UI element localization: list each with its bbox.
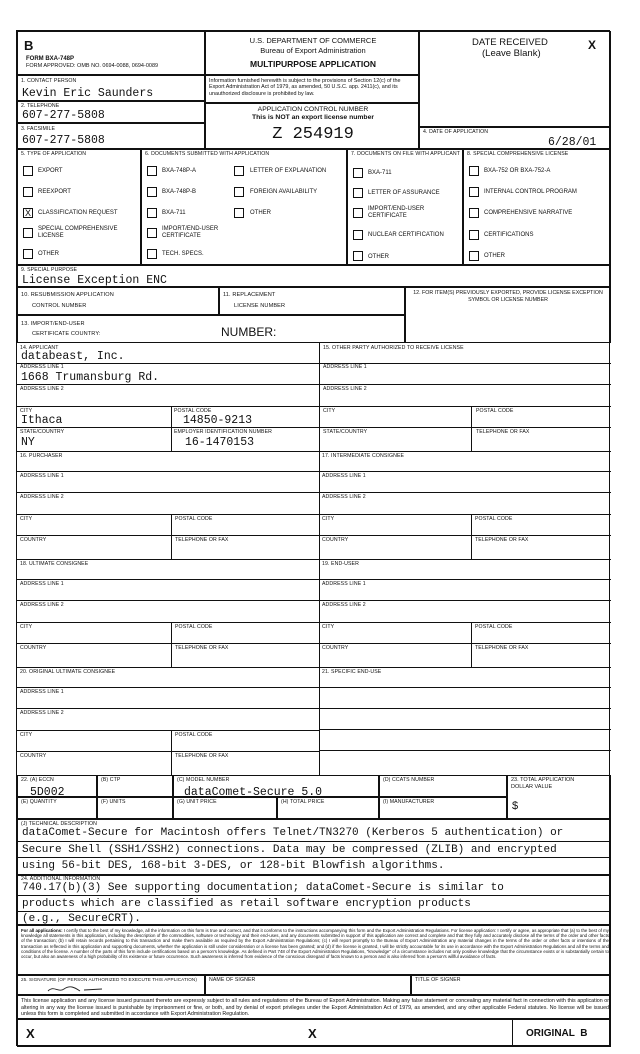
signature-cell [17,975,205,995]
other-type-checkbox[interactable] [23,249,33,259]
bxa-748p-b-checkbox[interactable] [147,187,157,197]
corner-x-mark: X [588,38,597,52]
purchaser-rule [17,535,319,536]
ctp-label: (B) CTP [101,777,121,783]
applicant-state-label: STATE/COUNTRY [20,429,65,435]
purchaser-rule [171,514,172,535]
contact-person-cell [17,75,205,101]
purchaser-country-label: COUNTRY [20,537,47,543]
ultimate-consignee-addr1-label: ADDRESS LINE 1 [20,581,64,587]
other-party-addr2-label: ADDRESS LINE 2 [323,386,367,392]
contact-person-label: 1. CONTACT PERSON [21,78,77,84]
applicant-rule [17,384,319,385]
facsimile-cell [17,123,205,149]
ultimate-consignee-rule [17,600,319,601]
certification-body: I certify that to the best of my knowledge, all the information on this form is true and correct, and that it conforms to the instructions accompanying this form and the Export Administration Regulations. For license application: I certify or agree, as appropriate that (a) to the best of my knowledge all statements in this application, including the description of the commodities, software or technology and their end-uses, and any documents submitted in support of this application are correct and complete and that they fully and accurately disclose all the terms of the order and other facts of the transaction; (b) I will retain records pertaining to this transaction and make them available as required by the Export Administration Regulations; (c) I will report promptly to the Bureau of Export Administration any material changes in the terms of the order or other facts or intentions of the transaction as reflected in this application and supporting documents, whether the application is still under consideration or a license has been granted; and (d) if the license is granted, I will be strictly accountable for its use in accordance with the Export Administration Regulations and all the terms and conditions of the license. A number of the parts of this form include certifications based on a person's knowledge. As defined in Part 748 of the Export Administration Regulations, "knowledge" of a circumstance includes not only positive knowledge that the circumstance exists or is substantially certain to occur, but also an awareness of a high probability of its existence or future occurrence. Such awareness is inferred from evidence of the conscious disregard of facts known to a person and is also inferred from a person's willful avoidance of facts. [21,928,609,960]
resubmission-label: 10. RESUBMISSION APPLICATION [21,292,114,298]
other-party-rule [319,406,611,407]
other-party-rule [319,384,611,385]
end-user-phone-label: TELEPHONE OR FAX [475,645,529,651]
telephone-label: 2. TELEPHONE [21,103,60,109]
end-user-postal-label: POSTAL CODE [475,624,513,630]
purchaser-rule [17,514,319,515]
department: U.S. DEPARTMENT OF COMMERCE [249,36,377,45]
purchaser-rule [17,492,319,493]
model-number-value[interactable]: dataComet-Secure 5.0 [184,786,323,797]
original-ultimate-consignee-addr1-label: ADDRESS LINE 1 [20,689,64,695]
ultimate-consignee-rule [171,622,172,643]
import-cert-label: IMPORT/END-USER CERTIFICATE [162,226,219,239]
technical-description-cell [17,819,611,875]
purchaser-label: 16. PURCHASER [20,453,63,459]
ccats-cell [379,775,507,797]
control-number-note: This is NOT an export license number [252,114,374,121]
technical-description-label: (J) TECHNICAL DESCRIPTION [21,821,97,827]
total-value-label: 23. TOTAL APPLICATION DOLLAR VALUE [511,777,575,790]
original-ultimate-consignee-rule [17,751,319,752]
resubmission-cell [17,287,219,315]
party-grid-rule [17,667,611,668]
additional-info-rule [18,895,611,896]
quantity-cell [17,797,97,819]
intermediate-consignee-rule [471,514,472,535]
intermediate-consignee-label: 17. INTERMEDIATE CONSIGNEE [322,453,405,459]
classification-request-label: CLASSIFICATION REQUEST [38,210,118,216]
total-price-label: (H) TOTAL PRICE [281,799,325,805]
end-user-country-label: COUNTRY [322,645,349,651]
tech-rule [18,841,611,842]
purchaser-addr2-label: ADDRESS LINE 2 [20,494,64,500]
total-value-cell [507,775,611,819]
end-user-addr1-label: ADDRESS LINE 1 [322,581,366,587]
ultimate-consignee-rule [17,579,319,580]
unit-price-label: (G) UNIT PRICE [177,799,217,805]
special-comprehensive-license-cell [463,149,611,265]
form-approved: FORM APPROVED: OMB NO. 0694-0088, 0694-0089 [26,63,159,69]
file-bxa-711-checkbox[interactable] [353,168,363,178]
replacement-cell [219,287,405,315]
certification-cell [17,925,611,975]
foreign-availability-checkbox[interactable] [234,187,244,197]
units-cell [97,797,173,819]
model-number-label: (C) MODEL NUMBER [177,777,230,783]
date-received-label: DATE RECEIVED [472,37,548,48]
other-party-addr1-label: ADDRESS LINE 1 [323,364,367,370]
intermediate-consignee-postal-label: POSTAL CODE [475,516,513,522]
applicant-city-label: CITY [20,408,33,414]
total-value-currency: $ [512,800,519,812]
import-cert-country-cell [17,315,405,343]
additional-info-cell [17,875,611,925]
other-party-state-label: STATE/COUNTRY [323,429,368,435]
date-of-application-value[interactable]: 6/28/01 [548,136,597,149]
units-label: (F) UNITS [101,799,126,805]
original-ultimate-consignee-phone-label: TELEPHONE OR FAX [175,753,229,759]
nuclear-certification-label: NUCLEAR CERTIFICATION [368,232,444,238]
special-comprehensive-label: SPECIAL COMPREHENSIVE LICENSE [38,226,118,239]
end-user-addr2-label: ADDRESS LINE 2 [322,602,366,608]
reexport-checkbox[interactable] [23,187,33,197]
other-party-rule [471,427,472,451]
tech-line: Secure Shell (SSH1/SSH2) connections. Data may be compressed (ZLIB) and encrypted [22,844,557,856]
applicant-label: 14. APPLICANT [20,345,59,351]
original-copy-label: ORIGINAL B [526,1028,588,1039]
resubmission-sub: CONTROL NUMBER [32,303,87,309]
intermediate-consignee-rule [319,492,611,493]
purchaser-postal-label: POSTAL CODE [175,516,213,522]
specific-end-use-rule [319,687,611,688]
notice-cell [205,75,419,103]
form-id-cell [17,31,205,75]
copy-x-middle: X [308,1026,317,1041]
ultimate-consignee-city-label: CITY [20,624,33,630]
intermediate-consignee-phone-label: TELEPHONE OR FAX [475,537,529,543]
applicant-addr2-label: ADDRESS LINE 2 [20,386,64,392]
form-title: MULTIPURPOSE APPLICATION [250,59,376,69]
applicant-rule [171,406,172,451]
file-other-label: OTHER [368,254,389,260]
intermediate-consignee-rule [319,514,611,515]
bxa-752-label: BXA-752 OR BXA-752-A [484,168,551,174]
internal-control-checkbox[interactable] [469,187,479,197]
file-other-checkbox[interactable] [353,251,363,261]
applicant-state[interactable]: NY [21,436,35,449]
specific-end-use-rule [319,729,611,730]
original-ultimate-consignee-rule [171,751,172,775]
date-of-application-label: 4. DATE OF APPLICATION [423,129,489,135]
confidentiality-notice: Information furnished herewith is subject to the provisions of Section 12(c) of the Export Administration Act of 1979, as amended, 50 U.S.C. app. 2411(c), and its unauthorized disclosure is prohibited by law. [209,78,401,97]
certification-text [21,928,609,959]
other-party-postal-label: POSTAL CODE [476,408,514,414]
party-grid [17,343,611,775]
internal-control-label: INTERNAL CONTROL PROGRAM [484,189,577,195]
tech-line: dataComet-Secure for Macintosh offers Telnet/TN3270 (Kerberos 5 authentication) or [22,827,564,839]
ultimate-consignee-phone-label: TELEPHONE OR FAX [175,645,229,651]
other-party-city-label: CITY [323,408,336,414]
original-ultimate-consignee-rule [17,730,319,731]
applicant-rule [17,427,319,428]
other-party-rule [471,406,472,427]
signer-title-cell [411,975,611,995]
bxa-711-label: BXA-711 [162,210,186,216]
bxa-752-checkbox[interactable] [469,166,479,176]
party-grid-rule [17,451,611,452]
legal-footer-cell [17,995,611,1019]
copy-x-left: X [26,1026,35,1041]
nuclear-certification-checkbox[interactable] [353,230,363,240]
applicant-city[interactable]: Ithaca [21,414,63,427]
ultimate-consignee-country-label: COUNTRY [20,645,47,651]
end-user-rule [471,643,472,667]
export-label: EXPORT [38,168,63,174]
original-ultimate-consignee-addr2-label: ADDRESS LINE 2 [20,710,64,716]
intermediate-consignee-addr1-label: ADDRESS LINE 1 [322,473,366,479]
leave-blank-label: (Leave Blank) [482,48,541,59]
original-ultimate-consignee-label: 20. ORIGINAL ULTIMATE CONSIGNEE [20,669,116,675]
letter-of-assurance-label: LETTER OF ASSURANCE [368,190,440,196]
ccats-label: (D) CCATS NUMBER [383,777,435,783]
end-user-city-label: CITY [322,624,335,630]
certifications-checkbox[interactable] [469,230,479,240]
type-of-application-label: 5. TYPE OF APPLICATION [21,151,87,157]
legal-footer-text: This license application and any license issued pursuant thereto are expressly subject to all rules and regulations of the Bureau of Export Administration. Making any false statement or concealing any material fact in connection with this application or altering in any way the license issued is punishable by imprisonment or fine, or both, and by denial of export privileges under the Export Administration Act of 1979, as amended, and any other applicable Federal statutes. No license will be issued unless this form is completed and submitted in accordance with Export Administration Regulation. [21,998,609,1018]
ultimate-consignee-rule [17,622,319,623]
comprehensive-narrative-label: COMPREHENSIVE NARRATIVE [484,210,573,216]
letter-of-explanation-checkbox[interactable] [234,166,244,176]
file-bxa-711-label: BXA-711 [368,170,392,176]
purchaser-addr1-label: ADDRESS LINE 1 [20,473,64,479]
previously-exported-cell [405,287,611,343]
intermediate-consignee-rule [319,471,611,472]
purchaser-city-label: CITY [20,516,33,522]
original-ultimate-consignee-rule [17,687,319,688]
signer-name-cell [205,975,411,995]
header-title-cell [205,31,419,75]
signer-name-label: NAME OF SIGNER [209,977,256,983]
ultimate-consignee-postal-label: POSTAL CODE [175,624,213,630]
applicant-postal[interactable]: 14850-9213 [183,414,253,427]
purchaser-phone-label: TELEPHONE OR FAX [175,537,229,543]
form-letter: B [24,38,34,53]
telephone-cell [17,101,205,123]
party-grid-rule [17,559,611,560]
tech-specs-checkbox[interactable] [147,249,157,259]
eccn-value[interactable]: 5D002 [30,786,65,797]
certifications-label: CERTIFICATIONS [484,232,534,238]
foreign-availability-label: FOREIGN AVAILABILITY [250,189,318,195]
telephone-value[interactable]: 607-277-5808 [22,109,105,122]
manufacturer-label: (I) MANUFACTURER [383,799,435,805]
bxa-748p-a-label: BXA-748P-A [162,168,197,174]
eccn-label: 22. (A) ECCN [21,777,54,783]
special-comprehensive-license-label: 8. SPECIAL COMPREHENSIVE LICENSE [467,151,569,157]
special-purpose-label: 9. SPECIAL PURPOSE [21,267,78,273]
end-user-rule [319,600,611,601]
original-ultimate-consignee-country-label: COUNTRY [20,753,47,759]
documents-submitted-cell [141,149,347,265]
applicant-rule [17,406,319,407]
special-comprehensive-checkbox[interactable] [23,228,33,238]
documents-on-file-cell [347,149,463,265]
applicant-postal-label: POSTAL CODE [174,408,212,414]
bxa-748p-b-label: BXA-748P-B [162,189,197,195]
original-ultimate-consignee-postal-label: POSTAL CODE [175,732,213,738]
applicant-addr1-label: ADDRESS LINE 1 [20,364,64,370]
intermediate-consignee-addr2-label: ADDRESS LINE 2 [322,494,366,500]
signature-scribble [46,983,106,995]
applicant-addr1[interactable]: 1668 Trumansburg Rd. [21,371,160,384]
original-ultimate-consignee-rule [171,730,172,751]
ctp-cell [97,775,173,797]
documents-on-file-label: 7. DOCUMENTS ON FILE WITH APPLICANT [351,151,460,157]
control-number-value: Z 254919 [272,125,354,144]
classification-request-checkbox[interactable]: X [24,208,31,218]
bureau: Bureau of Export Administration [260,46,366,55]
original-ultimate-consignee-city-label: CITY [20,732,33,738]
control-number-cell [205,103,419,149]
special-purpose-cell [17,265,611,287]
other-doc-checkbox[interactable] [234,208,244,218]
additional-info-rule [18,911,611,912]
form-id: FORM BXA-748P [26,56,75,62]
specific-end-use-rule [319,750,611,751]
date-received-cell [419,31,611,127]
intermediate-consignee-country-label: COUNTRY [322,537,349,543]
comprehensive-narrative-checkbox[interactable] [469,208,479,218]
export-checkbox[interactable] [23,166,33,176]
manufacturer-cell [379,797,507,819]
other-doc-label: OTHER [250,210,271,216]
file-import-cert-checkbox[interactable] [353,208,363,218]
tech-rule [18,857,611,858]
copy-bar [17,1019,611,1047]
model-number-cell [173,775,379,797]
reexport-label: REEXPORT [38,189,71,195]
purchaser-rule [171,535,172,559]
signature-label: 25. SIGNATURE (OF PERSON AUTHORIZED TO EXECUTE THIS APPLICATION) [21,977,197,982]
eccn-cell [17,775,97,797]
file-import-cert-label: IMPORT/END-USER CERTIFICATE [368,206,425,219]
bxa-748p-a-checkbox[interactable] [147,166,157,176]
purchaser-rule [17,471,319,472]
signer-title-label: TITLE OF SIGNER [415,977,461,983]
total-price-cell [277,797,379,819]
other-type-label: OTHER [38,251,59,257]
additional-info-line: (e.g., SecureCRT). [22,913,141,925]
bxa-711-checkbox[interactable] [147,208,157,218]
other-party-phone-label: TELEPHONE OR FAX [476,429,530,435]
form-page [16,30,610,1046]
specific-end-use-label: 21. SPECIFIC END-USE [322,669,382,675]
letter-of-explanation-label: LETTER OF EXPLANATION [250,168,327,174]
date-of-application-cell [419,127,611,149]
import-cert-number-label: NUMBER: [221,325,277,339]
original-ultimate-consignee-rule [17,708,319,709]
certification-lead: For all applications: [21,928,63,933]
unit-price-cell [173,797,277,819]
end-user-rule [319,622,611,623]
import-cert-country-label: 13. IMPORT/END-USER [21,321,85,327]
ultimate-consignee-addr2-label: ADDRESS LINE 2 [20,602,64,608]
facsimile-label: 3. FACSIMILE [21,126,56,132]
documents-submitted-label: 6. DOCUMENTS SUBMITTED WITH APPLICATION [145,151,270,157]
ultimate-consignee-label: 18. ULTIMATE CONSIGNEE [20,561,89,567]
scl-other-label: OTHER [484,253,505,259]
other-party-label: 15. OTHER PARTY AUTHORIZED TO RECEIVE LICENSE [323,345,464,351]
import-cert-checkbox[interactable] [147,228,157,238]
ultimate-consignee-rule [171,643,172,667]
additional-info-line: products which are classified as retail software encryption products [22,898,471,910]
type-of-application-cell [17,149,141,265]
previously-exported-label: 12. FOR ITEM(S) PREVIOUSLY EXPORTED, PROVIDE LICENSE EXCEPTION SYMBOL OR LICENSE NUMBER [413,290,603,303]
tech-specs-label: TECH. SPECS. [162,251,204,257]
quantity-label: (E) QUANTITY [21,799,57,805]
end-user-rule [471,622,472,643]
scl-other-checkbox[interactable] [469,251,479,261]
special-purpose-value[interactable]: License Exception ENC [22,274,167,287]
contact-person-value[interactable]: Kevin Eric Saunders [22,87,154,100]
additional-info-label: 24. ADDITIONAL INFORMATION [21,876,101,882]
letter-of-assurance-checkbox[interactable] [353,188,363,198]
copy-bar-divider [512,1020,513,1047]
intermediate-consignee-city-label: CITY [322,516,335,522]
control-number-label: APPLICATION CONTROL NUMBER [257,106,369,113]
replacement-sub: LICENSE NUMBER [234,303,286,309]
additional-info-line: 740.17(b)(3) See supporting documentation; dataComet-Secure is similar to [22,882,504,894]
facsimile-value[interactable]: 607-277-5808 [22,134,105,147]
replacement-label: 11. REPLACEMENT [223,292,276,298]
end-user-rule [319,643,611,644]
other-party-rule [319,427,611,428]
end-user-rule [319,579,611,580]
intermediate-consignee-rule [319,535,611,536]
tech-line: using 56-bit DES, 168-bit 3-DES, or 128-bit Blowfish algorithms. [22,860,445,872]
applicant-name[interactable]: databeast, Inc. [21,350,125,363]
intermediate-consignee-rule [471,535,472,559]
specific-end-use-rule [319,708,611,709]
ultimate-consignee-rule [17,643,319,644]
import-cert-country-sub: CERTIFICATE COUNTRY: [32,331,101,337]
applicant-ein-label: EMPLOYER IDENTIFICATION NUMBER [174,429,273,435]
applicant-ein[interactable]: 16-1470153 [185,436,255,449]
end-user-label: 19. END-USER [322,561,359,567]
